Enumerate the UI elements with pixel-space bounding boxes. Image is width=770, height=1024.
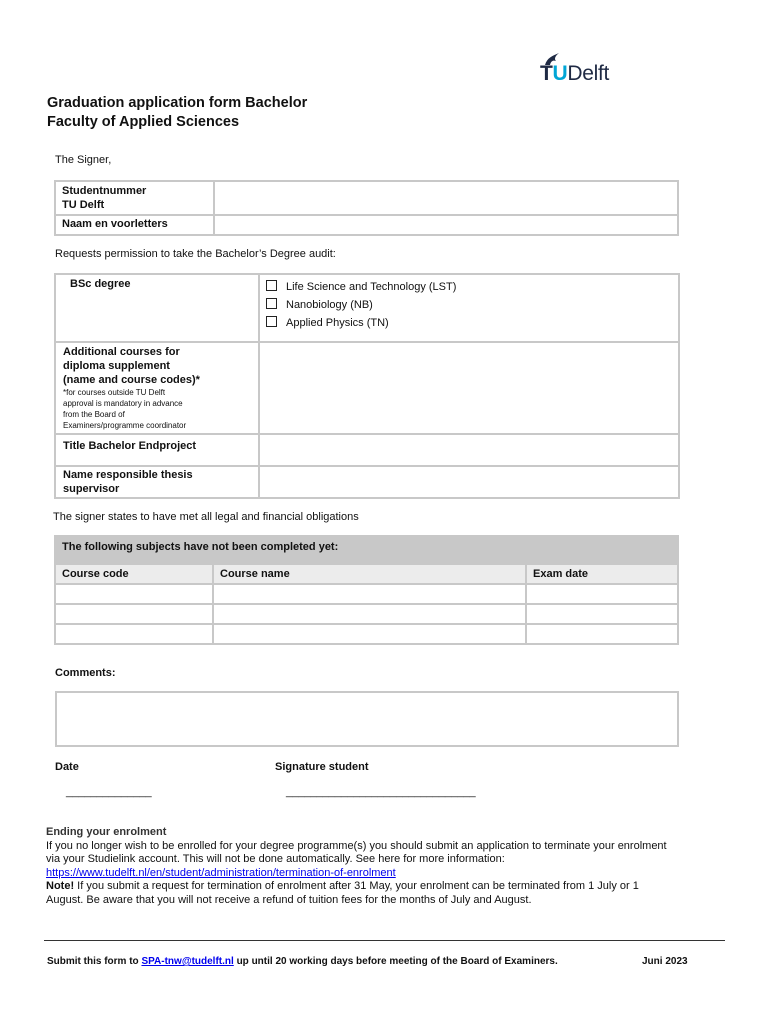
- checkbox-nb[interactable]: [266, 298, 277, 309]
- exam-date-cell[interactable]: [526, 604, 678, 624]
- signature-line[interactable]: _______________________________: [286, 786, 476, 798]
- degree-options: [259, 274, 679, 342]
- comments-label: Comments:: [55, 667, 116, 679]
- exam-date-cell[interactable]: [526, 624, 678, 644]
- degree-table: [54, 273, 680, 499]
- tu-delft-logo: [540, 52, 640, 92]
- note-line-1: Note! If you submit a request for termination of enrolment after 31 May, your enrolment can be terminated from 1 July or 1: [46, 880, 639, 892]
- option-tn[interactable]: Applied Physics (TN): [266, 314, 672, 332]
- table-row: [55, 604, 678, 624]
- footer-date: Juni 2023: [642, 956, 688, 967]
- checkbox-lst[interactable]: [266, 280, 277, 291]
- supervisor-field[interactable]: [259, 466, 679, 498]
- course-code-cell[interactable]: [55, 604, 213, 624]
- termination-link[interactable]: https://www.tudelft.nl/en/student/administration/termination-of-enrolment: [46, 866, 396, 879]
- obligations-text: The signer states to have met all legal and financial obligations: [53, 511, 359, 523]
- supervisor-label: Name responsible thesis supervisor: [55, 466, 259, 498]
- subjects-header: The following subjects have not been completed yet:: [55, 536, 678, 564]
- table-row: [55, 624, 678, 644]
- signer-intro: The Signer,: [55, 154, 112, 166]
- course-code-cell[interactable]: [55, 584, 213, 604]
- request-text: Requests permission to take the Bachelor’s Degree audit:: [55, 248, 336, 260]
- ending-line-2: via your Studielink account. This will not be done automatically. See here for more information:: [46, 853, 505, 865]
- student-number-field[interactable]: [214, 181, 678, 215]
- subjects-table: [54, 535, 679, 645]
- signer-table: [54, 180, 679, 236]
- footer-text: Submit this form to SPA-tnw@tudelft.nl up until 20 working days before meeting of the Board of Examiners.: [47, 956, 558, 967]
- title-line-1: Graduation application form Bachelor: [47, 95, 308, 111]
- title-endproject-field[interactable]: [259, 434, 679, 466]
- footer-divider: [44, 940, 725, 941]
- course-code-cell[interactable]: [55, 624, 213, 644]
- checkbox-tn[interactable]: [266, 316, 277, 327]
- name-label: Naam en voorletters: [55, 215, 214, 235]
- name-field[interactable]: [214, 215, 678, 235]
- student-number-label: Studentnummer TU Delft: [55, 181, 214, 215]
- page-title: [47, 94, 307, 132]
- course-name-cell[interactable]: [213, 624, 526, 644]
- additional-courses-label: Additional courses for diploma supplement (name and course codes)* *for courses outside TU Delft approval is mandatory in advance from the Board of Examiners/programme coordinator: [55, 342, 259, 434]
- date-line[interactable]: ______________: [66, 786, 152, 798]
- bsc-degree-label: BSc degree: [55, 274, 259, 342]
- email-link[interactable]: SPA-tnw@tudelft.nl: [141, 956, 234, 967]
- logo-wordmark: TUDelft: [540, 62, 610, 85]
- title-endproject-label: Title Bachelor Endproject: [55, 434, 259, 466]
- note-line-2: August. Be aware that you will not receive a refund of tuition fees for the months of July and August.: [46, 893, 532, 906]
- course-name-cell[interactable]: [213, 604, 526, 624]
- option-lst[interactable]: Life Science and Technology (LST): [266, 278, 672, 296]
- additional-courses-field[interactable]: [259, 342, 679, 434]
- comments-field[interactable]: [55, 691, 679, 747]
- date-label: Date: [55, 761, 79, 773]
- course-name-cell[interactable]: [213, 584, 526, 604]
- col-course-name: Course name: [213, 564, 526, 584]
- col-exam-date: Exam date: [526, 564, 678, 584]
- signature-label: Signature student: [275, 761, 369, 773]
- option-nb[interactable]: Nanobiology (NB): [266, 296, 672, 314]
- title-line-2: Faculty of Applied Sciences: [47, 114, 240, 130]
- ending-line-1: If you no longer wish to be enrolled for your degree programme(s) you should submit an application to terminate your enrolment: [46, 839, 667, 852]
- ending-enrolment-section: [46, 826, 726, 907]
- col-course-code: Course code: [55, 564, 213, 584]
- exam-date-cell[interactable]: [526, 584, 678, 604]
- table-row: [55, 584, 678, 604]
- ending-heading: Ending your enrolment: [46, 826, 167, 838]
